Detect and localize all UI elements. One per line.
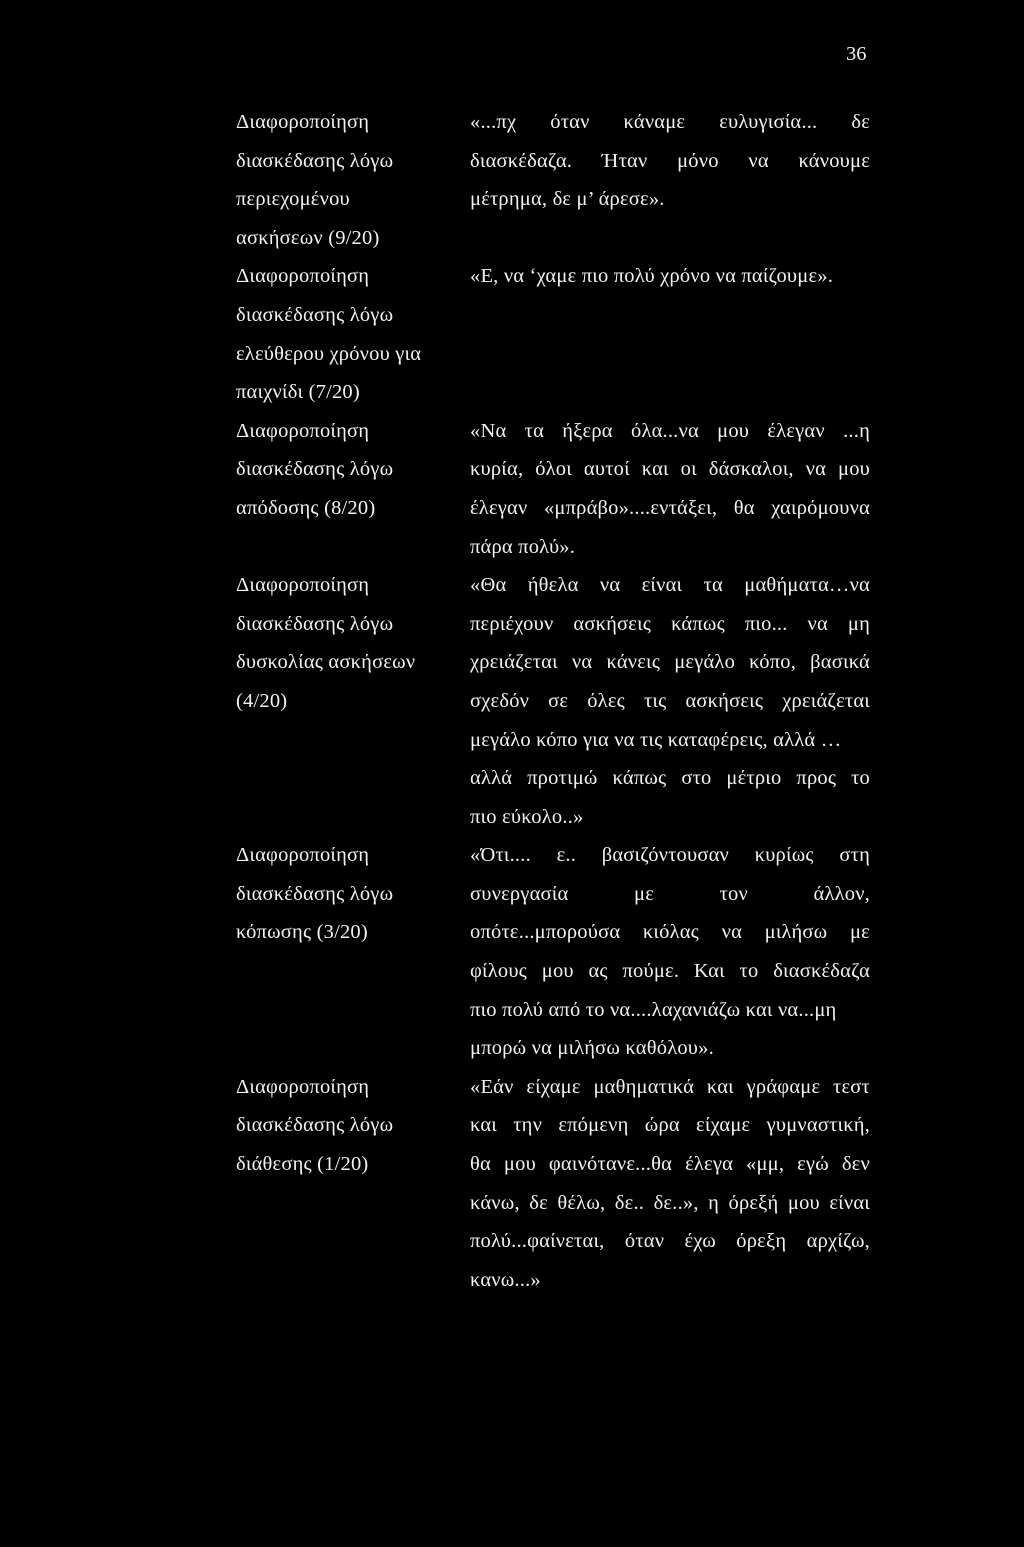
quote-line: φίλους μου ας πούμε. Και το διασκέδαζα <box>470 960 870 983</box>
quote-line: «Ότι.... ε.. βασιζόντουσαν κυρίως στη <box>470 844 870 867</box>
quote-line: κυρία, όλοι αυτοί και οι δάσκαλοι, να μου <box>470 458 870 481</box>
table-row <box>236 412 870 566</box>
category-line: παιχνίδι (7/20) <box>236 381 360 404</box>
category-line: διάθεσης (1/20) <box>236 1153 369 1176</box>
quote-line: «Θα ήθελα να είναι τα μαθήματα…να <box>470 574 870 597</box>
quote-line: «Να τα ήξερα όλα...να μου έλεγαν ...η <box>470 419 870 442</box>
quote-line: και την επόμενη ώρα είχαμε γυμναστική, <box>470 1114 870 1137</box>
category-line: περιεχομένου <box>236 188 350 211</box>
quote-line: πάρα πολύ». <box>470 535 576 558</box>
quote-line: θα μου φαινότανε...θα έλεγα «μμ, εγώ δεν <box>470 1153 870 1176</box>
quote-line: οπότε...μπορούσα κιόλας να μιλήσω με <box>470 921 870 944</box>
category-quote-table <box>236 103 870 1299</box>
quote-line: μεγάλο κόπο για να τις καταφέρεις, αλλά … <box>470 728 842 751</box>
quote-line: περιέχουν ασκήσεις κάπως πιο... να μη <box>470 612 870 635</box>
quote-line: αλλά προτιμώ κάπως στο μέτριο προς το <box>470 767 870 790</box>
quote-cell <box>470 566 870 836</box>
category-line: Διαφοροποίηση <box>236 265 370 288</box>
quote-line: «Εάν είχαμε μαθηματικά και γράφαμε τεστ <box>470 1075 870 1098</box>
table-row <box>236 1068 870 1300</box>
category-line: Διαφοροποίηση <box>236 1075 370 1098</box>
quote-line: μέτρημα, δε μ’ άρεσε». <box>470 188 665 211</box>
quote-line: κάνω, δε θέλω, δε.. δε..», η όρεξή μου είναι <box>470 1191 870 1214</box>
quote-line: συνεργασία με τον άλλον, <box>470 882 870 905</box>
table-row <box>236 257 870 411</box>
category-line: διασκέδασης λόγω <box>236 303 394 326</box>
category-cell <box>236 412 470 528</box>
quote-line: διασκέδαζα. Ήταν μόνο να κάνουμε <box>470 149 870 172</box>
category-line: (4/20) <box>236 689 288 712</box>
category-line: δυσκολίας ασκήσεων <box>236 651 416 674</box>
category-line: διασκέδασης λόγω <box>236 612 394 635</box>
table-row <box>236 103 870 257</box>
quote-line: πιο εύκολο..» <box>470 805 584 828</box>
quote-cell <box>470 1068 870 1300</box>
page-number: 36 <box>846 43 867 65</box>
category-line: διασκέδασης λόγω <box>236 1114 394 1137</box>
quote-line: «Ε, να ‘χαμε πιο πολύ χρόνο να παίζουμε». <box>470 265 834 288</box>
category-cell <box>236 257 470 411</box>
quote-line: πολύ...φαίνεται, όταν έχω όρεξη αρχίζω, <box>470 1230 870 1253</box>
table-row <box>236 836 870 1068</box>
quote-line: «...πχ όταν κάναμε ευλυγισία... δε <box>470 111 870 133</box>
category-cell <box>236 1068 470 1184</box>
category-line: ασκήσεων (9/20) <box>236 226 380 249</box>
quote-line: χρειάζεται να κάνεις μεγάλο κόπο, βασικά <box>470 651 870 674</box>
quote-line: πιο πολύ από το να....λαχανιάζω και να...μη <box>470 998 837 1021</box>
category-cell <box>236 566 470 720</box>
category-line: Διαφοροποίηση <box>236 419 370 442</box>
category-cell <box>236 836 470 952</box>
category-line: διασκέδασης λόγω <box>236 149 394 172</box>
category-line: κόπωσης (3/20) <box>236 921 368 944</box>
quote-line: έλεγαν «μπράβο»....εντάξει, θα χαιρόμουνα <box>470 496 870 519</box>
category-line: Διαφοροποίηση <box>236 574 370 597</box>
table-row <box>236 566 870 836</box>
quote-cell <box>470 103 870 219</box>
category-line: διασκέδασης λόγω <box>236 458 394 481</box>
category-line: ελεύθερου χρόνου για <box>236 342 422 365</box>
quote-cell <box>470 257 870 296</box>
quote-line: μπορώ να μιλήσω καθόλου». <box>470 1037 714 1060</box>
quote-line: σχεδόν σε όλες τις ασκήσεις χρειάζεται <box>470 689 870 712</box>
category-line: απόδοσης (8/20) <box>236 496 376 519</box>
quote-line: κανω...» <box>470 1268 541 1291</box>
category-line: Διαφοροποίηση <box>236 111 370 133</box>
category-line: Διαφοροποίηση <box>236 844 370 867</box>
quote-cell <box>470 412 870 566</box>
category-line: διασκέδασης λόγω <box>236 882 394 905</box>
quote-cell <box>470 836 870 1068</box>
category-cell <box>236 103 470 257</box>
